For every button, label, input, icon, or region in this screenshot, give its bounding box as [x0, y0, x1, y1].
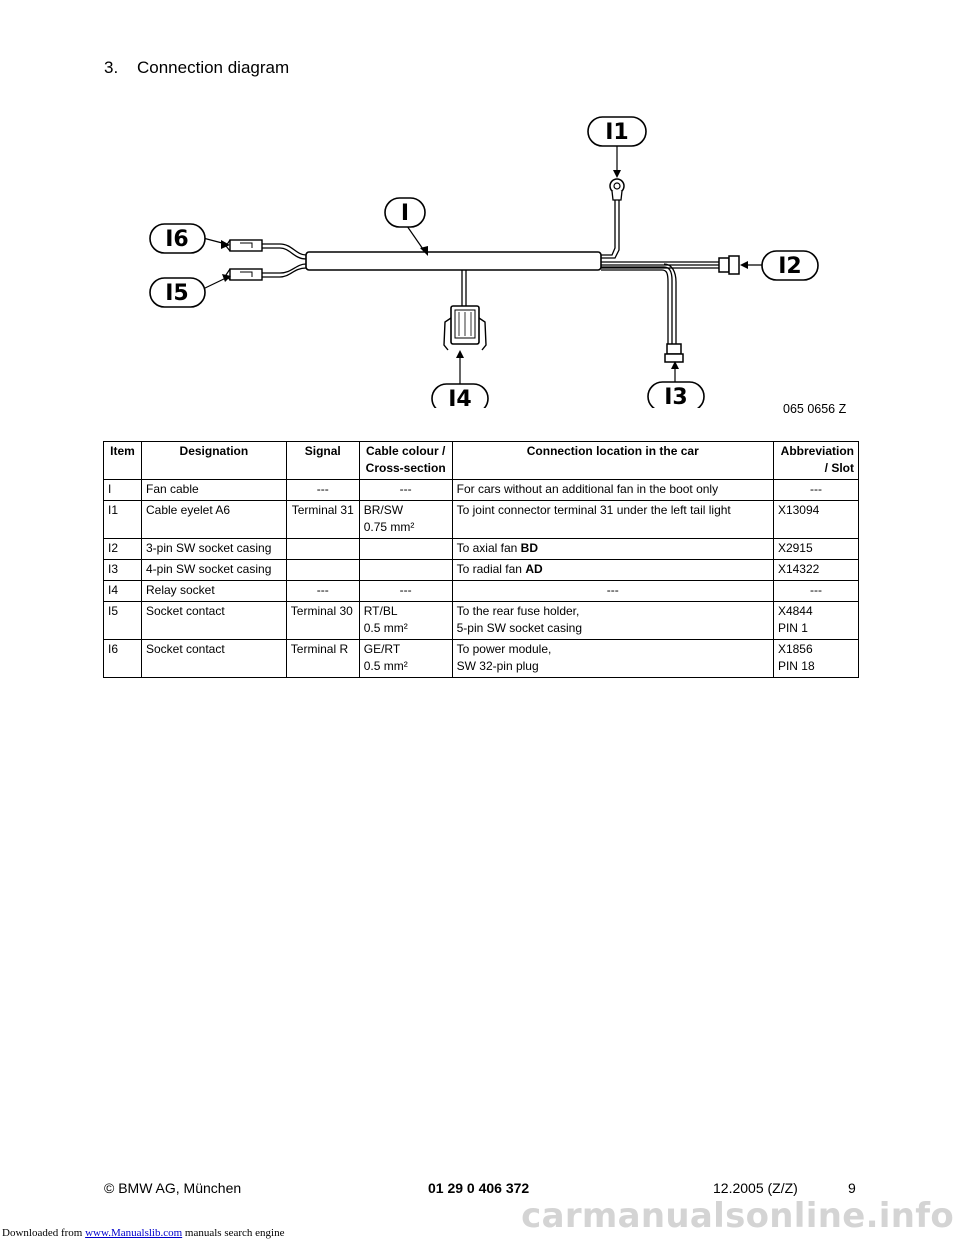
cell-designation: Cable eyelet A6 — [141, 501, 286, 539]
cell-location — [452, 640, 773, 678]
cell-signal: Terminal 30 — [286, 602, 359, 640]
cell-signal: Terminal R — [286, 640, 359, 678]
cell-item: I1 — [104, 501, 142, 539]
wire-i3-a — [601, 267, 672, 344]
header-location: Connection location in the car — [452, 442, 773, 480]
cell-location-text: To radial fan — [456, 562, 526, 576]
callout-i3-label: I3 — [664, 385, 688, 408]
table-header-row — [104, 442, 859, 480]
section-number: 3. — [104, 58, 119, 77]
callout-i2 — [762, 251, 818, 280]
cell-location-abbr: BD — [520, 541, 538, 555]
cell-signal: --- — [286, 581, 359, 602]
cell-abbreviation: --- — [773, 480, 858, 501]
download-bar — [2, 1227, 284, 1239]
cell-location — [452, 602, 773, 640]
cell-abbreviation: --- — [773, 581, 858, 602]
cell-signal: --- — [286, 480, 359, 501]
callout-i-label: I — [400, 201, 410, 226]
wire-i1-a — [601, 198, 615, 255]
callout-i4 — [432, 384, 488, 408]
cell-location — [452, 560, 773, 581]
cell-location — [452, 581, 773, 602]
wire-i3-b — [601, 270, 668, 344]
cell-designation: 4-pin SW socket casing — [141, 560, 286, 581]
callout-i — [385, 198, 425, 227]
header-abbreviation: Abbreviation / Slot — [773, 442, 858, 480]
cell-item: I5 — [104, 602, 142, 640]
cell-item: I — [104, 480, 142, 501]
cell-designation: Socket contact — [141, 602, 286, 640]
socket-contact-i6 — [226, 240, 262, 251]
cell-item: I3 — [104, 560, 142, 581]
footer-doc-number: 01 29 0 406 372 — [428, 1180, 530, 1196]
cell-item: I4 — [104, 581, 142, 602]
cell-designation: Socket contact — [141, 640, 286, 678]
callout-i3 — [648, 382, 704, 408]
wire-i3-c — [664, 264, 676, 344]
callout-i5-label: I5 — [165, 281, 189, 306]
footer-copyright: © BMW AG, München — [104, 1180, 242, 1196]
table-row — [104, 560, 859, 581]
callout-i1 — [588, 117, 646, 146]
cell-designation: Relay socket — [141, 581, 286, 602]
header-cable: Cable colour / Cross-section — [359, 442, 452, 480]
wire-i6-a — [262, 244, 306, 255]
cell-cable — [359, 539, 452, 560]
cell-cable: --- — [359, 480, 452, 501]
table-row — [104, 602, 859, 640]
socket-casing-i2 — [719, 256, 739, 274]
table-row — [104, 501, 859, 539]
cell-location-text: For cars without an additional fan in the boot only — [456, 482, 719, 496]
cell-abbreviation: X14322 — [773, 560, 858, 581]
connection-table — [103, 441, 859, 678]
cell-location-abbr: AD — [525, 562, 543, 576]
fan-cable-tube — [306, 252, 601, 270]
cell-cable: RT/BL 0.5 mm² — [359, 602, 452, 640]
cell-location-text: To axial fan — [456, 541, 521, 555]
wire-i1-b — [601, 198, 619, 258]
cell-item: I2 — [104, 539, 142, 560]
download-prefix: Downloaded from — [2, 1227, 86, 1239]
section-title — [104, 58, 289, 78]
table-row — [104, 480, 859, 501]
wiring-diagram — [140, 108, 840, 408]
cell-location — [452, 539, 773, 560]
download-suffix: manuals search engine — [182, 1227, 285, 1239]
cable-eyelet-i1 — [610, 179, 624, 200]
manualslib-link[interactable]: www.Manualslib.com — [85, 1227, 183, 1239]
relay-socket-i4 — [444, 306, 486, 350]
cell-abbreviation: X1856 PIN 18 — [773, 640, 858, 678]
cell-item: I6 — [104, 640, 142, 678]
section-title-text: Connection diagram — [137, 58, 290, 77]
callout-i1-label: I1 — [605, 120, 629, 145]
cell-designation: Fan cable — [141, 480, 286, 501]
callout-i4-label: I4 — [448, 387, 472, 408]
socket-casing-i3 — [665, 344, 683, 362]
watermark: carmanualsonline.info — [521, 1196, 954, 1236]
table-row — [104, 581, 859, 602]
cell-abbreviation: X13094 — [773, 501, 858, 539]
table-row — [104, 640, 859, 678]
cell-cable: BR/SW 0.75 mm² — [359, 501, 452, 539]
footer-date: 12.2005 (Z/Z) — [713, 1180, 798, 1196]
header-designation: Designation — [141, 442, 286, 480]
cell-abbreviation: X4844 PIN 1 — [773, 602, 858, 640]
cell-signal — [286, 539, 359, 560]
figure-code: 065 0656 Z — [783, 402, 847, 416]
header-signal: Signal — [286, 442, 359, 480]
header-item: Item — [104, 442, 142, 480]
callout-i2-label: I2 — [778, 254, 802, 279]
cell-location-text: To power module, SW 32-pin plug — [456, 642, 552, 673]
cell-location — [452, 480, 773, 501]
cell-cable: --- — [359, 581, 452, 602]
cell-signal: Terminal 31 — [286, 501, 359, 539]
cell-location-text: To the rear fuse holder, 5-pin SW socket casing — [456, 604, 582, 635]
cell-cable: GE/RT 0.5 mm² — [359, 640, 452, 678]
cell-signal — [286, 560, 359, 581]
cell-abbreviation: X2915 — [773, 539, 858, 560]
cell-location-text: --- — [606, 583, 619, 597]
table-row — [104, 539, 859, 560]
callout-i5 — [150, 278, 205, 307]
cell-location-text: To joint connector terminal 31 under the left tail light — [456, 503, 731, 517]
callout-i6-label: I6 — [165, 227, 189, 252]
cell-location — [452, 501, 773, 539]
socket-contact-i5 — [226, 269, 262, 280]
page-number: 9 — [848, 1180, 856, 1196]
callout-i6 — [150, 224, 205, 253]
cell-designation: 3-pin SW socket casing — [141, 539, 286, 560]
cell-cable — [359, 560, 452, 581]
